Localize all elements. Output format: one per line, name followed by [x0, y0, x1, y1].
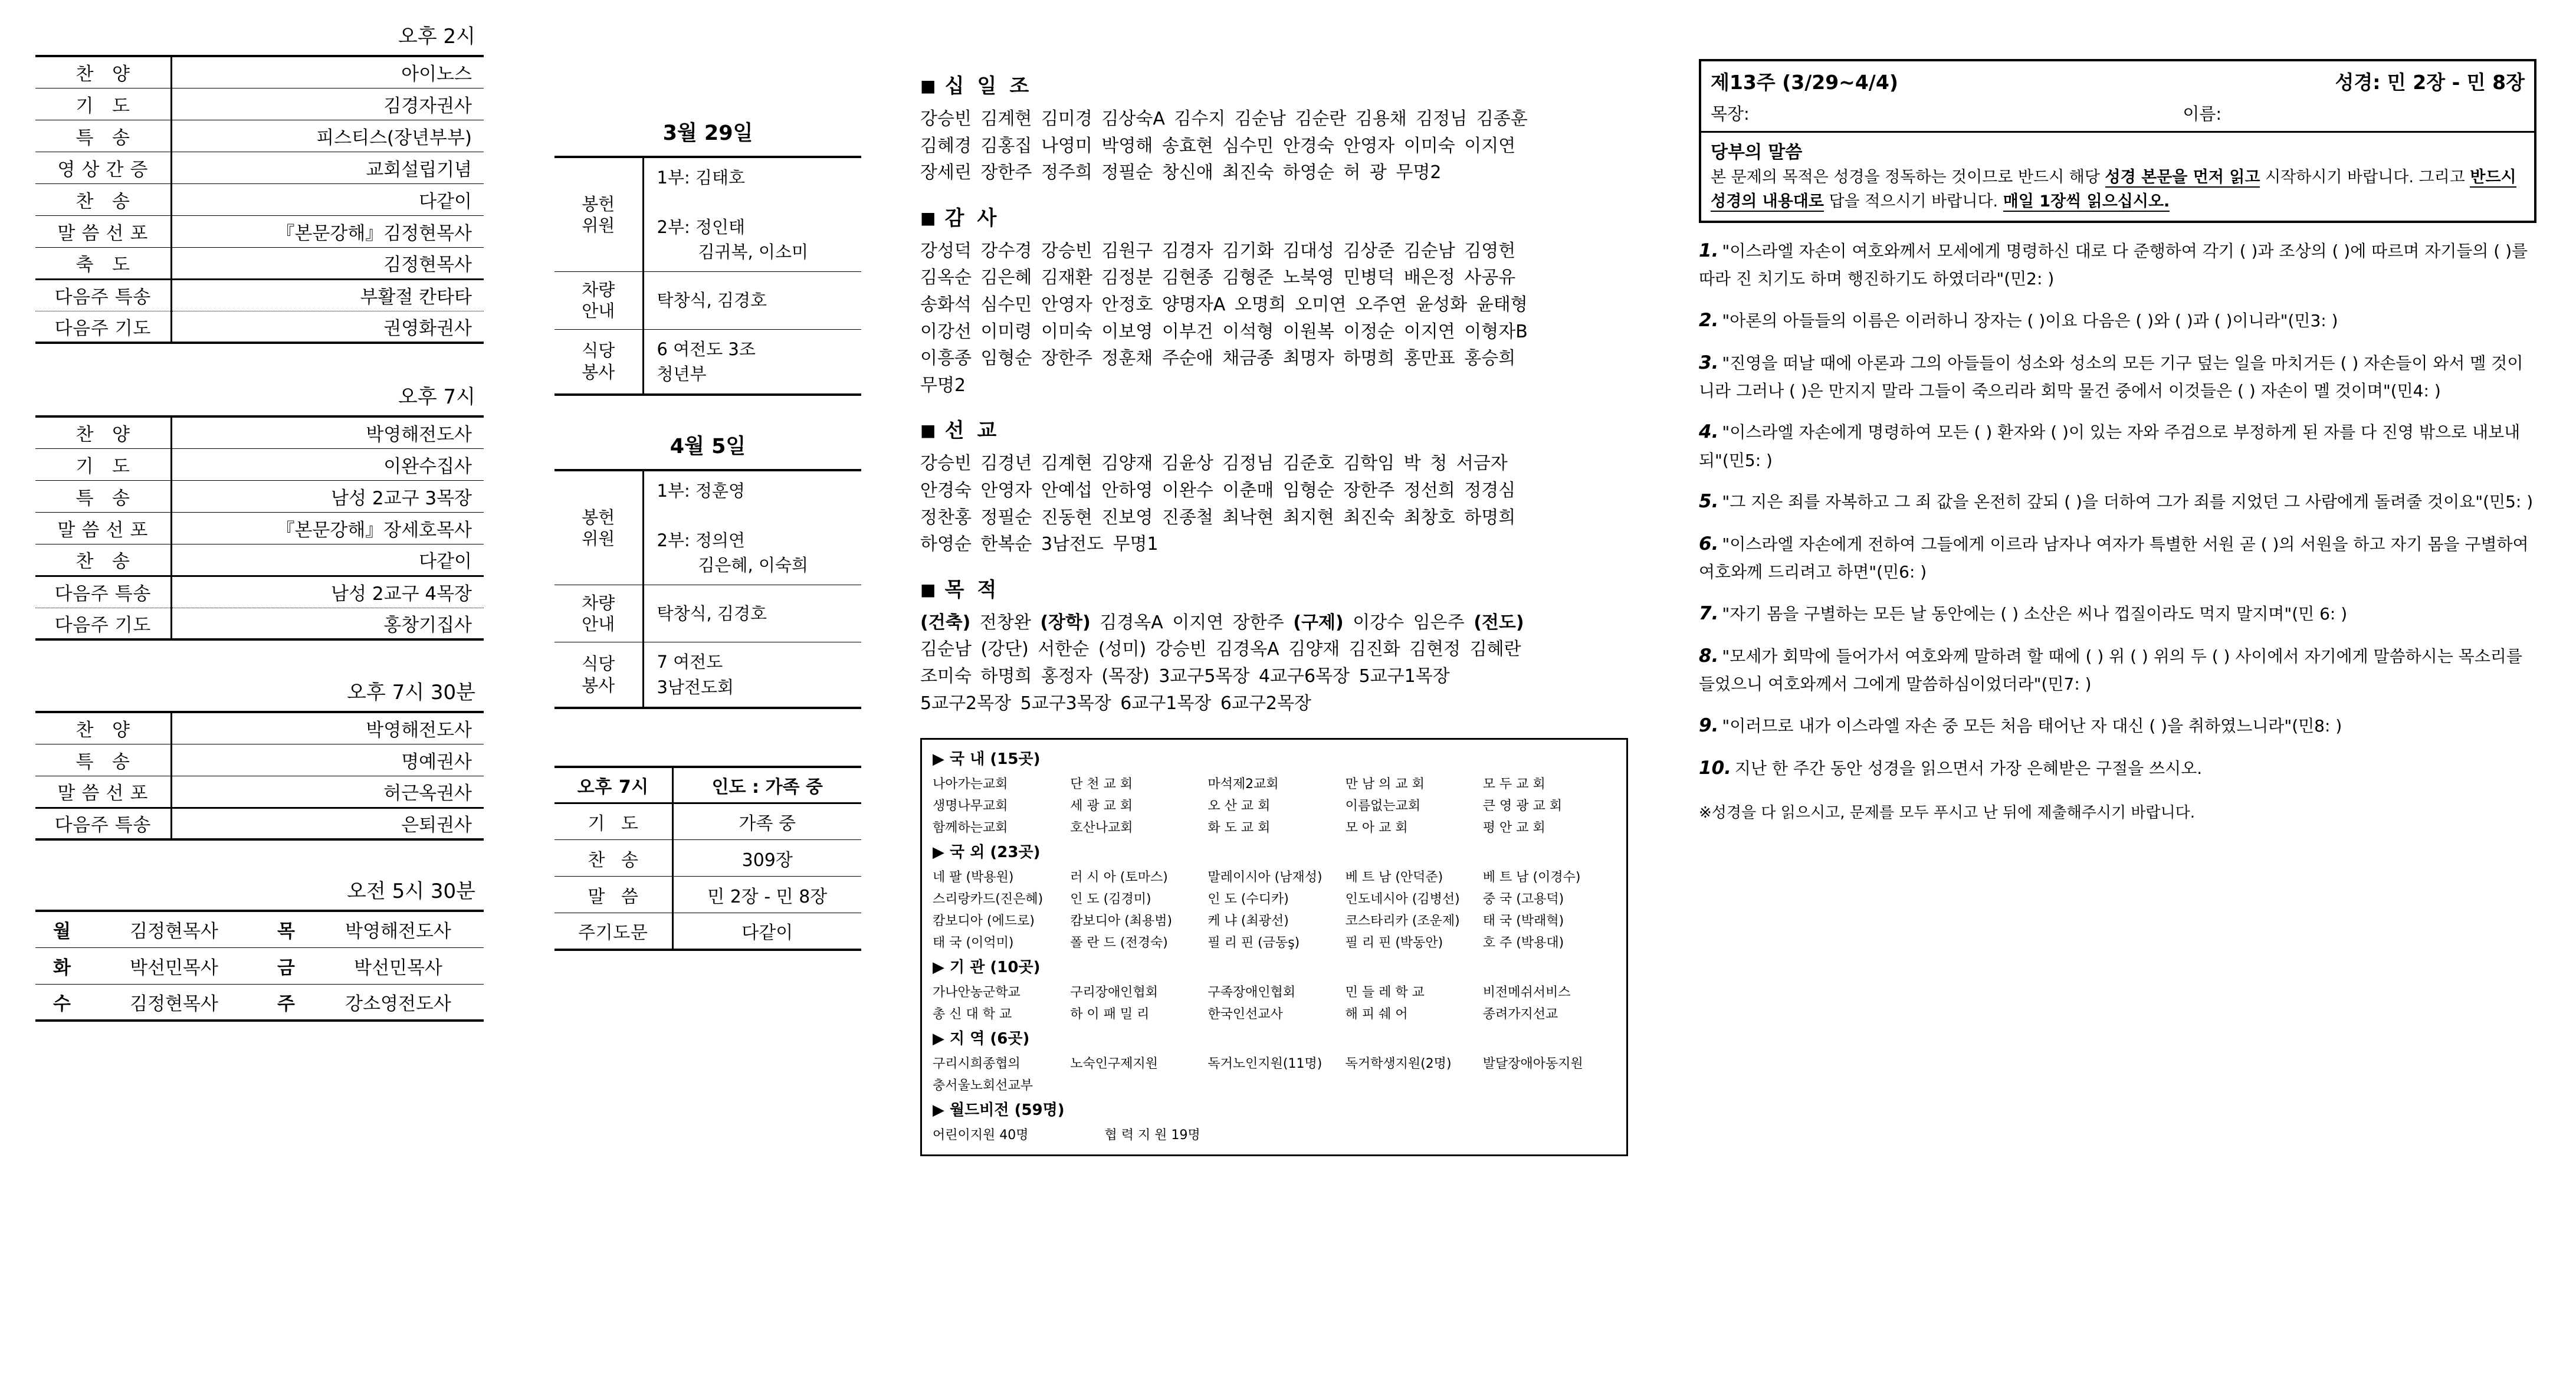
square-bullet-icon: ■	[920, 208, 939, 228]
column-bible-quiz	[1699, 0, 2536, 822]
mission-item: 네 팔 (박용원)	[933, 870, 1014, 885]
question-number: 1.	[1699, 240, 1719, 261]
row-key: 찬 송	[35, 544, 171, 576]
row-key: 주기도문	[554, 913, 672, 950]
week-table	[35, 910, 484, 1022]
mission-item: 케 냐 (최광선)	[1207, 914, 1289, 929]
row-value: 다같이	[171, 544, 484, 576]
worldvision-group	[933, 1126, 1616, 1145]
row-key: 특 송	[35, 480, 171, 512]
mission-item: 모 두 교 회	[1482, 777, 1545, 792]
name-field-label[interactable]: 이름:	[2183, 104, 2222, 124]
row-value: 김정현목사	[171, 247, 484, 279]
duty-table-1	[554, 156, 861, 396]
mission-item: 태 국 (박래혁)	[1482, 914, 1564, 929]
quiz-week: 제13주 (3/29~4/4)	[1711, 71, 1898, 94]
day-label: 목	[260, 911, 313, 947]
instruction-emphasis: 성경 본문을 먼저 읽고	[2105, 168, 2260, 186]
question-number: 9.	[1699, 714, 1719, 736]
name-line: 정찬홍 정필순 진동현 진보영 진종철 최낙현 최지현 최진숙 최창호 하명희	[920, 507, 1516, 528]
mission-item: 나아가는교회	[933, 777, 1008, 792]
mission-item: 스리랑카드(진은혜)	[933, 892, 1043, 907]
row-key: 다음주 기도	[35, 608, 171, 639]
table-row	[35, 608, 484, 639]
section-label: 목 적	[944, 578, 1000, 602]
mission-group-header: ▶ 기 관 (10곳)	[933, 959, 1041, 977]
quiz-question	[1699, 753, 2536, 783]
question-number: 7.	[1699, 602, 1719, 624]
row-key: 찬 양	[35, 712, 171, 744]
quiz-question	[1699, 417, 2536, 474]
table-row	[554, 470, 861, 585]
table-row	[554, 329, 861, 395]
instruction-emphasis: 매일 1장씩 읽으십시오.	[2003, 192, 2170, 211]
instruction-part: 본 문제의 목적은 성경을 정독하는 것이므로 반드시 해당	[1711, 168, 2105, 186]
square-bullet-icon: ■	[920, 421, 939, 441]
day-label: 수	[53, 993, 71, 1015]
name-line: 김순남 (강단) 서한순 (성미) 강승빈 김경옥A 김양재 김진화 김현정 김혜란	[920, 639, 1521, 660]
table-row	[35, 416, 484, 448]
row-key: 찬 양	[35, 56, 171, 88]
row-value: 『본문강해』장세호목사	[171, 512, 484, 544]
table-row	[35, 183, 484, 215]
section-label: 감 사	[944, 206, 1000, 230]
duty-date-2: 4월 5일	[670, 434, 746, 458]
mission-item: 충서울노회선교부	[933, 1078, 1033, 1094]
table-row	[35, 512, 484, 544]
mission-item: 구리시희종협의	[933, 1057, 1020, 1072]
name-line: 무명2	[920, 375, 966, 396]
mission-item: 말레이시아 (남재성)	[1207, 870, 1323, 885]
purpose-text: 김경옥A 이지연 장한주	[1090, 612, 1294, 633]
table-row	[554, 877, 861, 913]
table-row	[35, 215, 484, 247]
purpose-text: 이강수 임은주	[1343, 612, 1474, 633]
mission-item: 구족장애인협회	[1207, 985, 1296, 1000]
service3-table	[35, 711, 484, 841]
row-value: 이완수집사	[171, 448, 484, 480]
duty-line: 6 여전도 3조	[657, 339, 756, 359]
quiz-header-box	[1699, 59, 2536, 223]
duty-table-2	[554, 469, 861, 709]
duty-line: 1부: 정훈영	[657, 480, 745, 501]
row-key: 축 도	[35, 247, 171, 279]
row-value: 박영해전도사	[171, 416, 484, 448]
question-text: "진영을 떠날 때에 아론과 그의 아들들이 성소와 성소의 모든 기구 덮는 일을 마치거든 ( ) 자손들이 와서 멜 것이니라 그러나 ( )은 만지지 말라 그들이 죽으리라 회막 물건 중에서 이것들은 ( ) 자손이 멜 것이며"(민4: )	[1699, 353, 2524, 401]
thanks-names	[920, 238, 1628, 399]
duty-line: 2부: 정의연	[657, 530, 745, 550]
mission-item: 필 리 핀 (금동ş)	[1207, 936, 1300, 951]
table-row	[35, 911, 484, 947]
mission-item: 캄보디아 (에드로)	[933, 914, 1035, 929]
quiz-identity-row	[1701, 99, 2534, 133]
name-line: 안경숙 안영자 안예섭 안하영 이완수 이춘매 임형순 장한주 정선희 정경심	[920, 480, 1516, 501]
table-row	[35, 984, 484, 1021]
table-row	[35, 808, 484, 839]
service2-time: 오후 7시	[398, 385, 475, 409]
mission-item: 이름없는교회	[1345, 799, 1421, 814]
question-text: "이스라엘 자손에게 전하여 그들에게 이르라 남자나 여자가 특별한 서원 곧 ( )의 서원을 하고 자기 몸을 구별하여 여호와께 드리려고 하면"(민6: )	[1699, 534, 2529, 582]
guide-time: 오후 7시	[554, 767, 672, 803]
table-row	[35, 88, 484, 120]
mission-item: 러 시 아 (토마스)	[1070, 870, 1168, 885]
mission-item: 중 국 (고용덕)	[1482, 892, 1564, 907]
quiz-header-row	[1701, 61, 2534, 99]
table-row	[554, 803, 861, 840]
question-number: 3.	[1699, 352, 1719, 373]
instruction-part: 답을 적으시기 바랍니다.	[1823, 192, 2003, 211]
mission-item: 총 신 대 학 교	[933, 1007, 1012, 1022]
table-row	[554, 767, 861, 803]
table-row	[35, 448, 484, 480]
row-key: 찬 송	[35, 183, 171, 215]
quiz-bible-range: 성경: 민 2장 - 민 8장	[2335, 71, 2525, 94]
name-line: 이강선 이미령 이미숙 이보영 이부건 이석형 이원복 이정순 이지연 이형자B	[920, 321, 1528, 342]
table-row	[35, 480, 484, 512]
mission-group-overseas	[933, 868, 1616, 953]
mission-item: 호 주 (박용대)	[1482, 936, 1564, 951]
row-value: 은퇴권사	[171, 808, 484, 839]
quiz-question	[1699, 599, 2536, 628]
duty-line: 7 여전도	[657, 652, 723, 672]
duty-line: 2부: 정인태	[657, 217, 745, 238]
duty-line: 3남전도회	[657, 677, 734, 697]
row-key: 영 상 간 증	[35, 152, 171, 183]
table-row	[554, 585, 861, 642]
table-row	[554, 272, 861, 330]
row-key: 다음주 특송	[35, 279, 171, 311]
row-value: 김경자권사	[171, 88, 484, 120]
mission-item: 발달장애아동지원	[1482, 1057, 1583, 1072]
row-value: 아이노스	[171, 56, 484, 88]
mission-group-region	[933, 1054, 1616, 1095]
mission-item: 한국인선교사	[1207, 1007, 1283, 1022]
row-value: 피스티스(장년부부)	[171, 120, 484, 152]
mission-group-header: ▶ 국 내 (15곳)	[933, 750, 1041, 769]
mission-item: 종려가지선교	[1482, 1007, 1558, 1022]
name-line: 김옥순 김은혜 김재환 김정분 김현종 김형준 노북영 민병덕 배은정 사공유	[920, 267, 1516, 288]
mission-item: 베 트 남 (이경수)	[1482, 870, 1581, 885]
row-key: 다음주 특송	[35, 576, 171, 608]
mission-item: 모 아 교 회	[1345, 821, 1408, 836]
mission-item: 민 들 레 학 교	[1345, 985, 1425, 1000]
row-key: 말 씀	[554, 877, 672, 913]
row-key: 특 송	[35, 120, 171, 152]
question-text: 지난 한 주간 동안 성경을 읽으면서 가장 은혜받은 구절을 쓰시오.	[1734, 758, 2203, 778]
purpose-text: 전창완	[970, 612, 1041, 633]
mission-item: 하 이 패 밀 리	[1070, 1007, 1150, 1022]
square-bullet-icon: ■	[920, 579, 939, 599]
row-value: 교회설립기념	[171, 152, 484, 183]
mission-group-domestic	[933, 775, 1616, 838]
tithe-names	[920, 106, 1628, 186]
day-value: 김정현목사	[88, 911, 260, 947]
row-value: 박영해전도사	[171, 712, 484, 744]
instruction-part: 시작하시기 바랍니다. 그리고	[2260, 168, 2470, 186]
mission-item: 구리장애인협회	[1070, 985, 1158, 1000]
guide-leader: 인도 : 가족 중	[672, 767, 861, 803]
quiz-question	[1699, 711, 2536, 740]
column-offerings	[920, 0, 1628, 1156]
question-number: 10.	[1699, 757, 1731, 779]
question-text: "자기 몸을 구별하는 모든 날 동안에는 ( ) 소산은 씨나 껍질이라도 먹지 말지며"(민 6: )	[1722, 603, 2348, 624]
table-row	[35, 152, 484, 183]
purpose-tag: (전도)	[1474, 612, 1524, 633]
row-key: 차량 안내	[554, 585, 643, 642]
row-value	[643, 157, 861, 272]
mission-item: 화 도 교 회	[1207, 821, 1271, 836]
service1-time: 오후 2시	[398, 25, 475, 48]
name-line: 하영순 한복순 3남전도 무명1	[920, 534, 1159, 555]
service2-table	[35, 415, 484, 641]
quiz-question	[1699, 236, 2536, 293]
row-value: 부활절 칸타타	[171, 279, 484, 311]
row-key: 봉헌 위원	[554, 157, 643, 272]
table-row	[35, 311, 484, 343]
table-row	[35, 544, 484, 576]
row-value: 남성 2교구 4목장	[171, 576, 484, 608]
table-row	[35, 712, 484, 744]
mission-item: 마석제2교회	[1207, 777, 1279, 792]
mission-item: 인 도 (수디카)	[1207, 892, 1289, 907]
row-value: 허근옥권사	[171, 776, 484, 808]
row-key: 기 도	[35, 448, 171, 480]
square-bullet-icon: ■	[920, 76, 939, 96]
duty-date-1: 3월 29일	[662, 122, 753, 145]
row-key: 찬 송	[554, 840, 672, 877]
mission-item: 노숙인구제지원	[1070, 1057, 1158, 1072]
purpose-tag: (건축)	[920, 612, 971, 633]
quiz-question	[1699, 306, 2536, 335]
mission-item: 해 피 쉐 어	[1345, 1007, 1408, 1022]
mission-item: 인도네시아 (김병선)	[1345, 892, 1460, 907]
table-row	[35, 947, 484, 984]
row-key: 다음주 기도	[35, 311, 171, 343]
table-row	[35, 279, 484, 311]
row-value: 다같이	[171, 183, 484, 215]
row-value	[643, 470, 861, 585]
day-value: 박선민목사	[88, 947, 260, 984]
row-value: 명예권사	[171, 744, 484, 776]
question-text: "아론의 아들들의 이름은 이러하니 장자는 ( )이요 다음은 ( )와 ( )과 ( )이니라"(민3: )	[1722, 310, 2338, 330]
mission-group-organizations	[933, 983, 1616, 1024]
day-label: 금	[260, 947, 313, 984]
day-value: 박선민목사	[313, 947, 484, 984]
day-label: 주	[277, 993, 295, 1015]
section-title-purpose	[920, 573, 1628, 602]
name-line: 강승빈 김계현 김미경 김상숙A 김수지 김순남 김순란 김용채 김정님 김종훈	[920, 109, 1528, 129]
row-key: 기 도	[554, 803, 672, 840]
service3-time: 오후 7시 30분	[347, 681, 475, 704]
row-value	[643, 642, 861, 708]
row-key: 말 씀 선 포	[35, 215, 171, 247]
row-value: 민 2장 - 민 8장	[672, 877, 861, 913]
quiz-question	[1699, 529, 2536, 586]
row-value: 탁창식, 김경호	[643, 585, 861, 642]
name-line	[920, 609, 1628, 637]
row-value: 가족 중	[672, 803, 861, 840]
duty-line: 1부: 김태호	[657, 168, 745, 188]
duty-line: 김귀복, 이소미	[698, 242, 809, 263]
name-line: 조미숙 하명희 홍정자 (목장) 3교구5목장 4교구6목장 5교구1목장	[920, 665, 1450, 687]
purpose-tag: (구제)	[1293, 612, 1344, 633]
mission-item: 인 도 (김경미)	[1070, 892, 1151, 907]
section-title-mission	[920, 414, 1628, 443]
question-text: "이스라엘 자손이 여호와께서 모세에게 명령하신 대로 다 준행하여 각기 ( )과 조상의 ( )에 따르며 자기들의 ( )를 따라 진 치기도 하며 행진하기도 하였더라"(민2: )	[1699, 241, 2528, 289]
mission-item: 단 천 교 회	[1070, 777, 1133, 792]
mission-item: 만 남 의 교 회	[1345, 777, 1425, 792]
question-number: 8.	[1699, 645, 1719, 667]
purpose-names	[920, 609, 1628, 717]
row-value: 탁창식, 김경호	[643, 272, 861, 330]
row-key: 찬 양	[35, 416, 171, 448]
table-row	[35, 120, 484, 152]
row-value: 다같이	[741, 922, 793, 943]
mission-item: 태 국 (이억미)	[933, 936, 1014, 951]
section-title-tithe	[920, 70, 1628, 99]
mission-support-box	[920, 738, 1628, 1156]
mission-item: 큰 영 광 교 회	[1482, 799, 1563, 814]
row-key: 특 송	[35, 744, 171, 776]
row-key: 봉헌 위원	[554, 470, 643, 585]
week-time: 오전 5시 30분	[347, 880, 475, 903]
quiz-question	[1699, 641, 2536, 698]
row-key: 말 씀 선 포	[35, 512, 171, 544]
purpose-tag: (장학)	[1040, 612, 1091, 633]
mission-item: 독거노인지원(11명)	[1207, 1057, 1323, 1072]
column-services	[35, 0, 484, 1022]
quiz-question	[1699, 487, 2536, 516]
row-value	[643, 329, 861, 395]
quiz-question	[1699, 348, 2536, 405]
day-value: 강소영전도사	[345, 993, 451, 1015]
mission-item: 필 리 핀 (박동안)	[1345, 936, 1443, 951]
mission-group-header: ▶ 지 역 (6곳)	[933, 1030, 1030, 1048]
table-row	[554, 642, 861, 708]
table-row	[35, 576, 484, 608]
table-row	[554, 840, 861, 877]
row-value: 권영화권사	[383, 317, 472, 339]
mokjang-field-label[interactable]: 목장:	[1711, 104, 1750, 124]
section-label: 선 교	[944, 419, 1000, 443]
duty-line: 청년부	[657, 363, 707, 384]
mission-item: 캄보디아 (최용범)	[1070, 914, 1173, 929]
day-value: 박영해전도사	[313, 911, 484, 947]
name-line: 송화석 심수민 안영자 안정호 양명자A 오명희 오미연 오주연 윤성화 윤태형	[920, 294, 1528, 315]
mission-item: 협 력 지 원 19명	[1104, 1128, 1200, 1143]
row-key: 식당 봉사	[554, 642, 643, 708]
section-label: 십 일 조	[944, 74, 1032, 98]
table-row	[554, 913, 861, 950]
row-key: 식당 봉사	[554, 329, 643, 395]
day-label: 월	[35, 911, 88, 947]
mission-item: 호산나교회	[1070, 821, 1133, 836]
worldvision-header: ▶ 월드비전 (59명)	[933, 1101, 1065, 1120]
question-number: 4.	[1699, 421, 1719, 443]
mission-item: 베 트 남 (안덕준)	[1345, 870, 1443, 885]
name-line: 5교구2목장 5교구3목장 6교구1목장 6교구2목장	[920, 693, 1311, 714]
table-row	[554, 157, 861, 272]
question-number: 5.	[1699, 490, 1719, 512]
name-line: 강승빈 김경년 김계현 김양재 김윤상 김정님 김준호 김학임 박 청 서금자	[920, 453, 1508, 474]
mission-item: 함께하는교회	[933, 821, 1008, 836]
row-value: 『본문강해』김정현목사	[171, 215, 484, 247]
question-number: 6.	[1699, 533, 1719, 555]
row-key: 말 씀 선 포	[35, 776, 171, 808]
question-text: "그 지은 죄를 자복하고 그 죄 값을 온전히 갚되 ( )을 더하여 그가 죄를 지었던 그 사람에게 돌려줄 것이요"(민5: )	[1722, 491, 2534, 511]
mission-item: 생명나무교회	[933, 799, 1008, 814]
mission-item: 비전메쉬서비스	[1482, 985, 1571, 1000]
quiz-footnote: ※성경을 다 읽으시고, 문제를 모두 푸시고 난 뒤에 제출해주시기 바랍니다.	[1699, 803, 2196, 822]
row-key: 기 도	[35, 88, 171, 120]
name-line: 김혜경 김홍집 나영미 박영해 송효현 심수민 안경숙 안영자 이미숙 이지연	[920, 135, 1516, 156]
mission-item: 가나안농군학교	[933, 985, 1020, 1000]
row-value: 남성 2교구 3목장	[171, 480, 484, 512]
mission-group-header: ▶ 국 외 (23곳)	[933, 844, 1041, 862]
question-number: 2.	[1699, 309, 1719, 331]
column-duty	[554, 0, 861, 951]
mission-item: 어린이지원 40명	[933, 1128, 1029, 1143]
name-line: 이흥종 임형순 장한주 정훈채 주순애 채금종 최명자 하명희 홍만표 홍승희	[920, 348, 1516, 369]
instruction-emphasis: 반드시 성경의 내용대로	[1711, 168, 2516, 211]
question-text: "이러므로 내가 이스라엘 자손 중 모든 처음 태어난 자 대신 ( )을 취하였느니라"(민8: )	[1722, 716, 2342, 736]
row-key: 차량 안내	[554, 272, 643, 330]
instruction-title: 당부의 말씀	[1711, 142, 1803, 163]
mission-names	[920, 450, 1628, 557]
mission-item: 오 산 교 회	[1207, 799, 1271, 814]
question-text: "이스라엘 자손에게 명령하여 모든 ( ) 환자와 ( )이 있는 자와 주검으로 부정하게 된 자를 다 진영 밖으로 내보내되"(민5: )	[1699, 422, 2521, 470]
day-label: 화	[35, 947, 88, 984]
table-row	[35, 744, 484, 776]
mission-item: 평 안 교 회	[1482, 821, 1545, 836]
instruction-text	[1701, 166, 2534, 221]
duty-line: 김은혜, 이숙희	[698, 555, 809, 575]
mission-item: 세 광 교 회	[1070, 799, 1133, 814]
name-line: 장세린 장한주 정주희 정필순 창신애 최진숙 하영순 허 광 무명2	[920, 162, 1442, 183]
section-title-thanks	[920, 202, 1628, 231]
mission-item: 독거학생지원(2명)	[1345, 1057, 1452, 1072]
mission-item: 코스타리카 (조운제)	[1345, 914, 1460, 929]
table-row	[35, 247, 484, 279]
mission-item: 폴 란 드 (전경숙)	[1070, 936, 1168, 951]
name-line: 강성덕 강수경 강승빈 김원구 김경자 김기화 김대성 김상준 김순남 김영헌	[920, 240, 1516, 261]
row-key: 다음주 특송	[35, 808, 171, 839]
row-value: 홍창기집사	[383, 614, 472, 636]
day-value: 김정현목사	[130, 993, 218, 1015]
service1-table	[35, 55, 484, 344]
table-row	[35, 56, 484, 88]
question-text: "모세가 회막에 들어가서 여호와께 말하려 할 때에 ( ) 위 ( ) 위의 두 ( ) 사이에서 자기에게 말씀하시는 목소리를 들었으니 여호와께서 그에게 말씀하심이었더라"(민7: )	[1699, 646, 2522, 694]
row-value: 309장	[672, 840, 861, 877]
table-row	[35, 776, 484, 808]
family-guide-table	[554, 766, 861, 951]
